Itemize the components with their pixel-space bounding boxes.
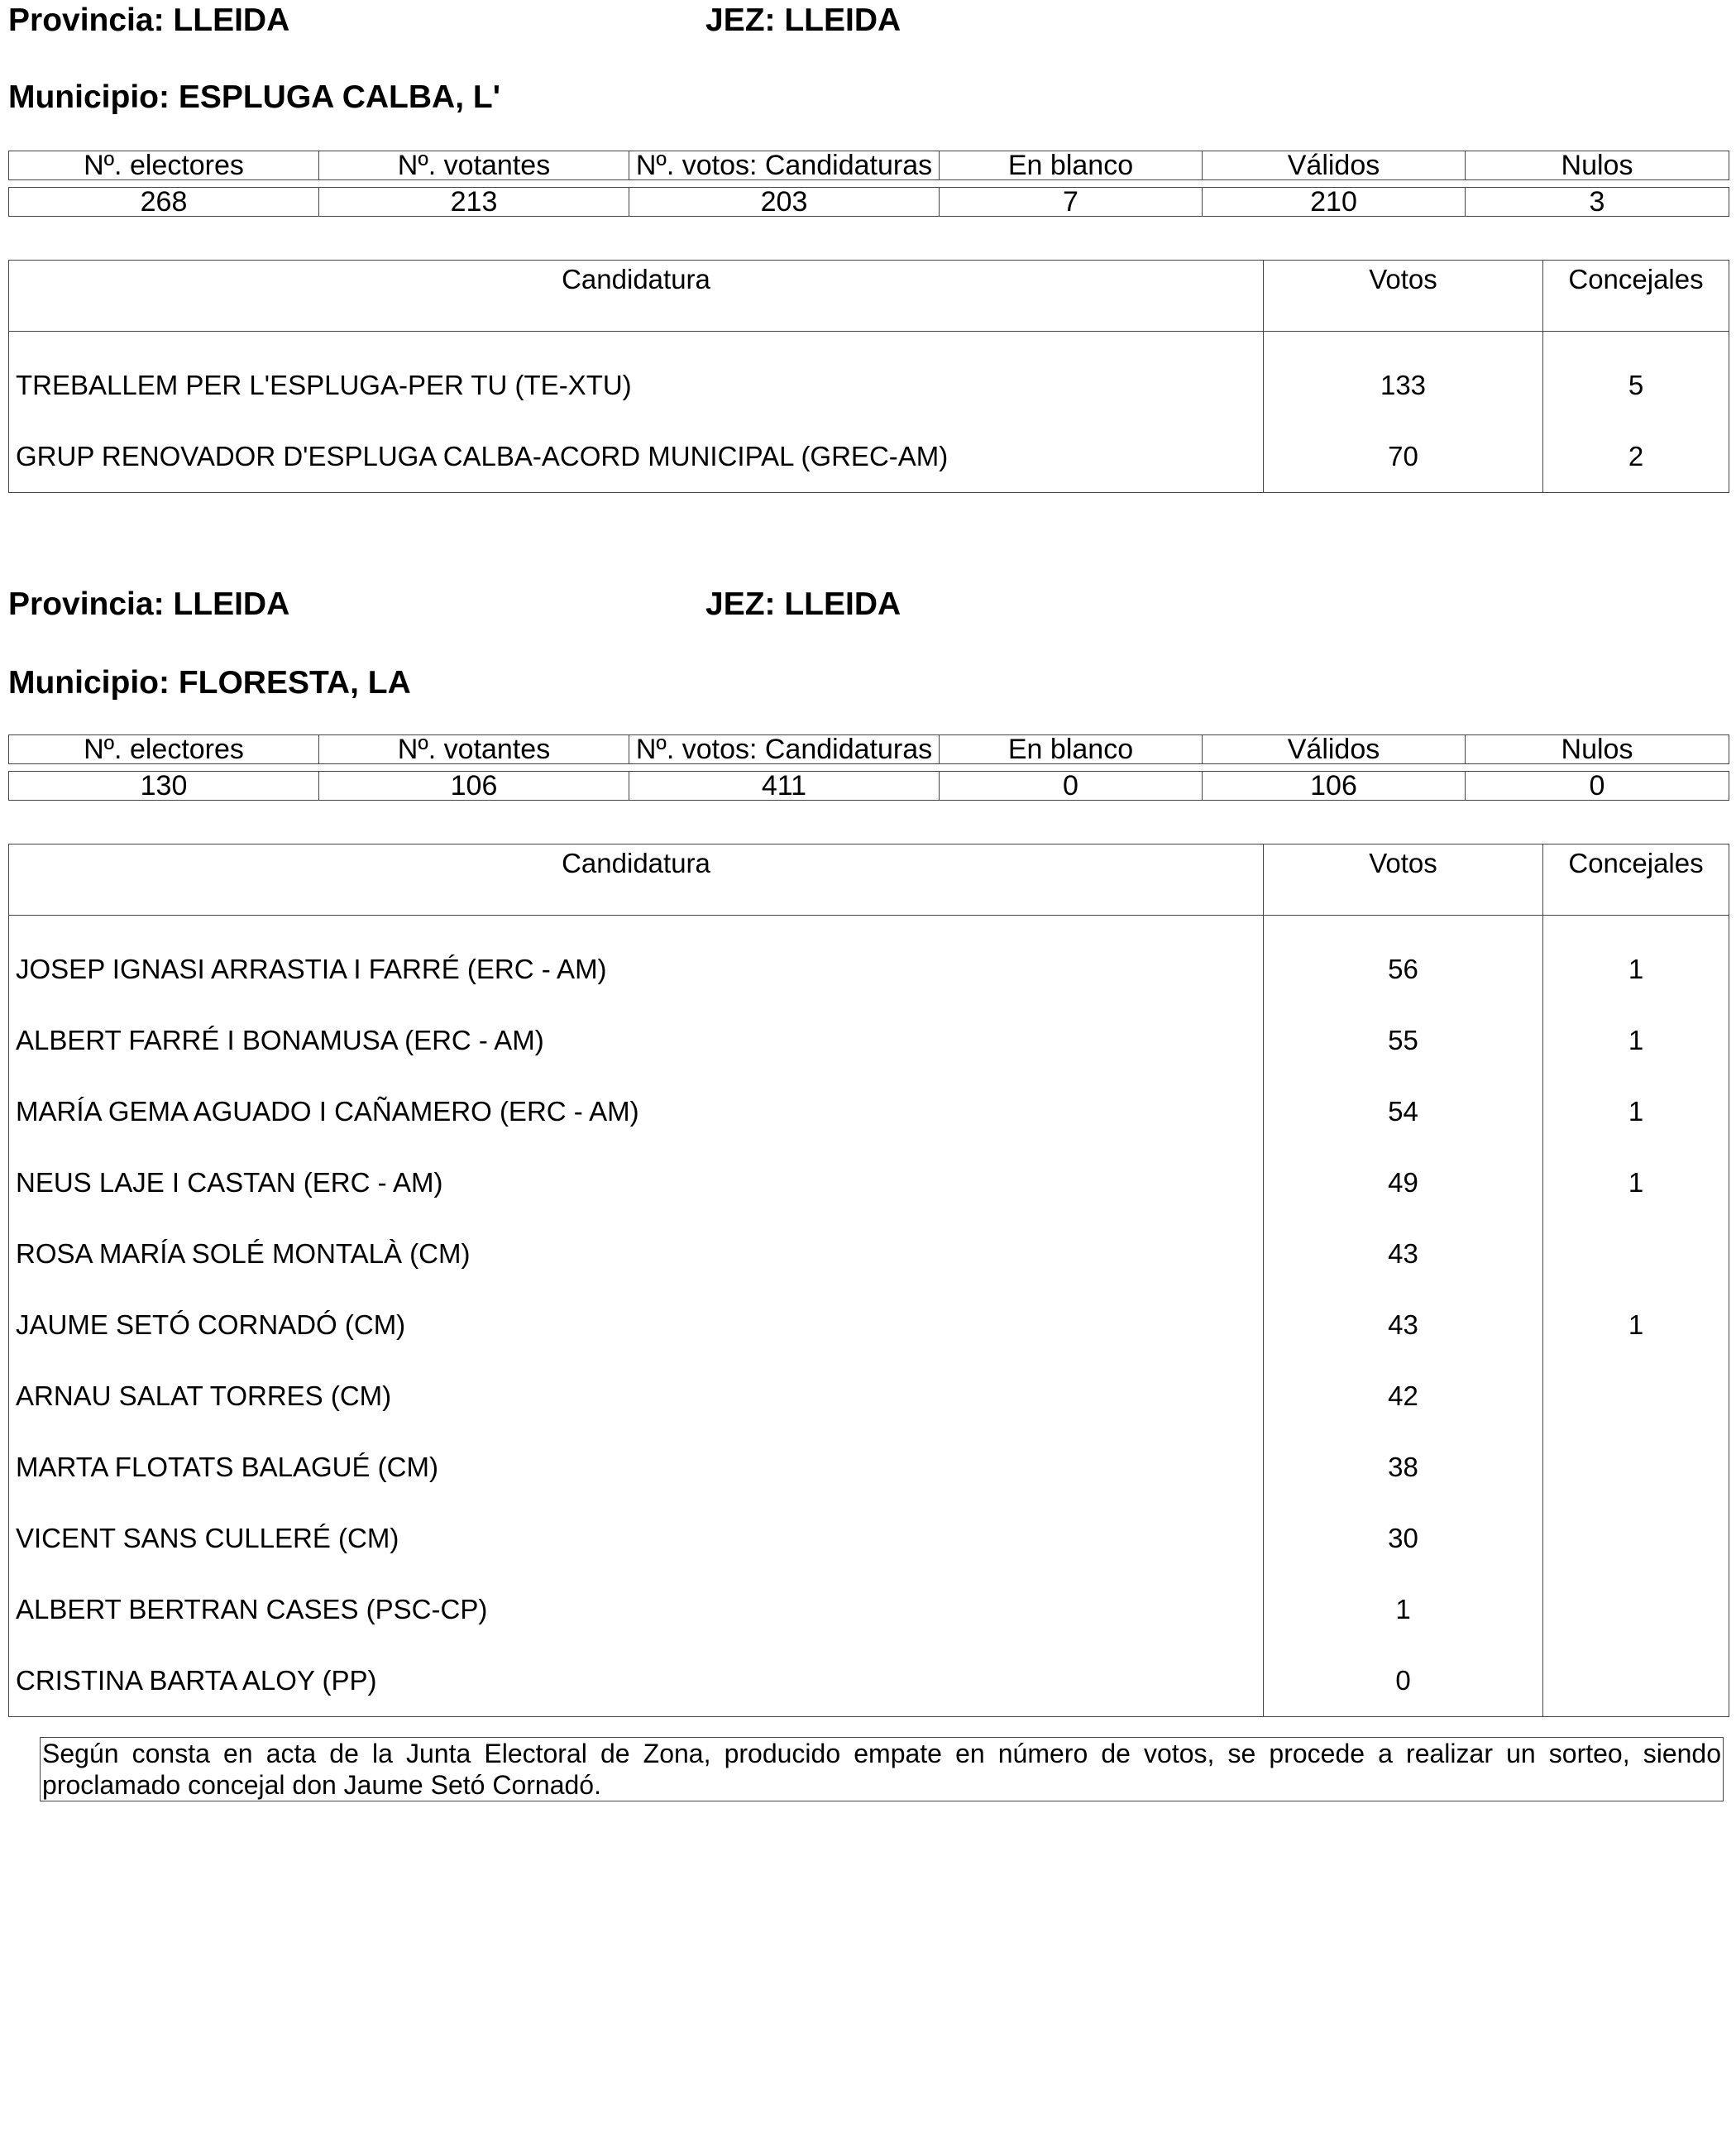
candidate-concejales: 1 bbox=[1628, 1025, 1644, 1055]
header-concejales: Concejales bbox=[1543, 844, 1729, 916]
candidate-votos: 30 bbox=[1264, 1503, 1543, 1574]
table-row bbox=[9, 1361, 1729, 1432]
candidate-votos: 54 bbox=[1264, 1076, 1543, 1147]
table-row bbox=[9, 1289, 1729, 1361]
candidate-votos: 43 bbox=[1264, 1289, 1543, 1361]
municipio-value: ESPLUGA CALBA, L' bbox=[178, 79, 500, 115]
stats-table bbox=[8, 151, 1729, 217]
header-votos: Votos bbox=[1264, 261, 1543, 332]
candidate-votos: 133 bbox=[1264, 332, 1543, 422]
candidate-votos: 70 bbox=[1264, 421, 1543, 493]
provincia-value: LLEIDA bbox=[173, 586, 290, 622]
stats-header-en-blanco: En blanco bbox=[940, 735, 1203, 764]
stats-header-nulos: Nulos bbox=[1466, 735, 1729, 764]
table-row bbox=[9, 916, 1729, 1006]
stats-spacer bbox=[9, 764, 1729, 772]
candidates-header-row bbox=[9, 844, 1729, 916]
candidate-concejales bbox=[1543, 1432, 1729, 1503]
candidate-concejales: 1 bbox=[1628, 1096, 1644, 1127]
candidate-name: TREBALLEM PER L'ESPLUGA-PER TU (TE-XTU) bbox=[9, 332, 1264, 422]
candidate-concejales bbox=[1543, 1645, 1729, 1717]
stats-header-en-blanco: En blanco bbox=[940, 151, 1203, 180]
stats-table bbox=[8, 734, 1729, 801]
stats-spacer bbox=[9, 180, 1729, 188]
tiebreak-note: Según consta en acta de la Junta Electoral de Zona, producido empate en número de votos, se procede a realizar un sorteo, siendo proclamado concejal don Jaume Setó Cornadó. bbox=[40, 1737, 1724, 1801]
provincia-value: LLEIDA bbox=[173, 2, 290, 38]
stats-header-votos-candidaturas: Nº. votos: Candidaturas bbox=[629, 735, 940, 764]
table-row bbox=[9, 421, 1729, 493]
candidate-name: ARNAU SALAT TORRES (CM) bbox=[9, 1361, 1264, 1432]
table-row bbox=[9, 1645, 1729, 1717]
stats-header-nulos: Nulos bbox=[1466, 151, 1729, 180]
stats-value-row bbox=[9, 188, 1729, 217]
candidate-concejales: 1 bbox=[1628, 1167, 1644, 1198]
candidate-name: ROSA MARÍA SOLÉ MONTALÀ (CM) bbox=[9, 1218, 1264, 1289]
jez-line bbox=[705, 581, 901, 628]
stats-value-validos: 210 bbox=[1203, 188, 1466, 217]
candidates-header-row bbox=[9, 261, 1729, 332]
candidate-name: JAUME SETÓ CORNADÓ (CM) bbox=[9, 1289, 1264, 1361]
stats-value-en-blanco: 0 bbox=[940, 772, 1203, 801]
stats-header-validos: Válidos bbox=[1203, 735, 1466, 764]
table-row bbox=[9, 332, 1729, 422]
candidate-name: JOSEP IGNASI ARRASTIA I FARRÉ (ERC - AM) bbox=[9, 916, 1264, 1006]
candidate-votos: 0 bbox=[1264, 1645, 1543, 1717]
stats-spacer-cell bbox=[9, 180, 1729, 188]
table-row bbox=[9, 1147, 1729, 1218]
jez-line bbox=[705, 0, 901, 44]
stats-header-row bbox=[9, 151, 1729, 180]
candidate-name: NEUS LAJE I CASTAN (ERC - AM) bbox=[9, 1147, 1264, 1218]
candidate-votos: 55 bbox=[1264, 1005, 1543, 1076]
table-row bbox=[9, 1432, 1729, 1503]
stats-value-nulos: 0 bbox=[1466, 772, 1729, 801]
stats-value-votantes: 106 bbox=[319, 772, 629, 801]
candidate-concejales bbox=[1543, 1361, 1729, 1432]
stats-value-en-blanco: 7 bbox=[940, 188, 1203, 217]
candidates-table bbox=[8, 260, 1729, 493]
jez-label: JEZ: bbox=[705, 2, 776, 38]
candidate-concejales bbox=[1543, 1574, 1729, 1645]
provincia-label: Provincia: bbox=[8, 2, 165, 38]
stats-spacer-cell bbox=[9, 764, 1729, 772]
candidate-name: ALBERT FARRÉ I BONAMUSA (ERC - AM) bbox=[9, 1005, 1264, 1076]
candidate-votos: 42 bbox=[1264, 1361, 1543, 1432]
candidate-concejales bbox=[1543, 1503, 1729, 1574]
candidate-name: ALBERT BERTRAN CASES (PSC-CP) bbox=[9, 1574, 1264, 1645]
header-candidatura: Candidatura bbox=[9, 844, 1264, 916]
candidate-name: GRUP RENOVADOR D'ESPLUGA CALBA-ACORD MUNICIPAL (GREC-AM) bbox=[9, 421, 1264, 493]
stats-value-nulos: 3 bbox=[1466, 188, 1729, 217]
provincia-line bbox=[8, 581, 901, 628]
candidates-table bbox=[8, 844, 1729, 1717]
provincia-line bbox=[8, 0, 901, 44]
table-row bbox=[9, 1503, 1729, 1574]
jez-value: LLEIDA bbox=[784, 2, 901, 38]
municipio-line bbox=[8, 74, 500, 121]
candidate-name: VICENT SANS CULLERÉ (CM) bbox=[9, 1503, 1264, 1574]
candidate-votos: 49 bbox=[1264, 1147, 1543, 1218]
candidate-name: MARÍA GEMA AGUADO I CAÑAMERO (ERC - AM) bbox=[9, 1076, 1264, 1147]
municipio-value: FLORESTA, LA bbox=[178, 665, 411, 701]
municipio-label: Municipio: bbox=[8, 79, 170, 115]
candidate-votos: 1 bbox=[1264, 1574, 1543, 1645]
stats-value-votos-candidaturas: 411 bbox=[629, 772, 940, 801]
candidate-votos: 56 bbox=[1264, 916, 1543, 1006]
municipio-label: Municipio: bbox=[8, 665, 170, 701]
candidate-concejales: 5 bbox=[1628, 370, 1644, 400]
provincia-label: Provincia: bbox=[8, 586, 165, 622]
header-votos: Votos bbox=[1264, 844, 1543, 916]
stats-value-votantes: 213 bbox=[319, 188, 629, 217]
stats-header-row bbox=[9, 735, 1729, 764]
candidate-concejales: 1 bbox=[1628, 1309, 1644, 1340]
stats-header-votantes: Nº. votantes bbox=[319, 735, 629, 764]
table-row bbox=[9, 1574, 1729, 1645]
candidate-concejales: 1 bbox=[1628, 954, 1644, 984]
stats-value-votos-candidaturas: 203 bbox=[629, 188, 940, 217]
stats-header-electores: Nº. electores bbox=[9, 735, 319, 764]
candidate-name: MARTA FLOTATS BALAGUÉ (CM) bbox=[9, 1432, 1264, 1503]
stats-header-validos: Válidos bbox=[1203, 151, 1466, 180]
table-row bbox=[9, 1005, 1729, 1076]
candidate-votos: 43 bbox=[1264, 1218, 1543, 1289]
header-candidatura: Candidatura bbox=[9, 261, 1264, 332]
candidate-concejales bbox=[1543, 1218, 1729, 1289]
municipio-line bbox=[8, 660, 411, 706]
header-concejales: Concejales bbox=[1543, 261, 1729, 332]
table-row bbox=[9, 1076, 1729, 1147]
stats-value-validos: 106 bbox=[1203, 772, 1466, 801]
stats-header-votos-candidaturas: Nº. votos: Candidaturas bbox=[629, 151, 940, 180]
candidate-name: CRISTINA BARTA ALOY (PP) bbox=[9, 1645, 1264, 1717]
jez-value: LLEIDA bbox=[784, 586, 901, 622]
candidate-votos: 38 bbox=[1264, 1432, 1543, 1503]
stats-value-electores: 130 bbox=[9, 772, 319, 801]
jez-label: JEZ: bbox=[705, 586, 776, 622]
stats-value-electores: 268 bbox=[9, 188, 319, 217]
candidate-concejales: 2 bbox=[1628, 441, 1644, 471]
stats-header-electores: Nº. electores bbox=[9, 151, 319, 180]
table-row bbox=[9, 1218, 1729, 1289]
stats-header-votantes: Nº. votantes bbox=[319, 151, 629, 180]
stats-value-row bbox=[9, 772, 1729, 801]
